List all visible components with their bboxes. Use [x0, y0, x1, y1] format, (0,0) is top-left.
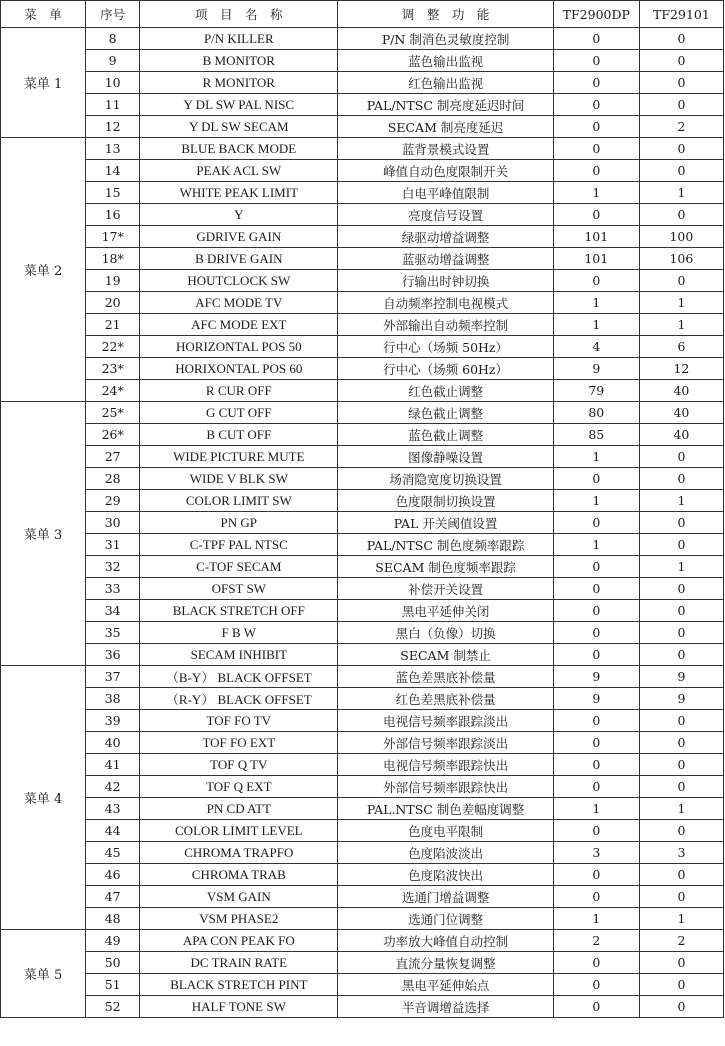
menu-group-label: 菜单 1 — [1, 28, 86, 138]
value-tf2900dp: 1 — [553, 446, 639, 468]
row-number: 40 — [86, 732, 140, 754]
header-function: 调 整 功 能 — [338, 1, 553, 28]
table-row — [1, 886, 724, 908]
adjust-function: SECAM 制色度频率跟踪 — [338, 556, 553, 578]
table-row — [1, 666, 724, 688]
table-row — [1, 182, 724, 204]
item-name: TOF Q TV — [140, 754, 338, 776]
value-tf29101: 2 — [639, 116, 723, 138]
item-name: （B-Y） BLACK OFFSET — [140, 666, 338, 688]
item-name: AFC MODE EXT — [140, 314, 338, 336]
item-name: HOUTCLOCK SW — [140, 270, 338, 292]
item-name: CHROMA TRAB — [140, 864, 338, 886]
adjust-function: 黑白（负像）切换 — [338, 622, 553, 644]
value-tf29101: 0 — [639, 776, 723, 798]
value-tf2900dp: 9 — [553, 666, 639, 688]
adjust-function: 红色输出监视 — [338, 72, 553, 94]
table-row — [1, 292, 724, 314]
adjust-function: 绿驱动增益调整 — [338, 226, 553, 248]
adjust-function: 行输出时钟切换 — [338, 270, 553, 292]
adjust-function: 行中心（场频 60Hz） — [338, 358, 553, 380]
menu-group-label: 菜单 3 — [1, 402, 86, 666]
row-number: 8 — [86, 28, 140, 50]
value-tf29101: 0 — [639, 204, 723, 226]
item-name: HORIZONTAL POS 50 — [140, 336, 338, 358]
adjust-function: 电视信号频率跟踪淡出 — [338, 710, 553, 732]
adjust-function: 行中心（场频 50Hz） — [338, 336, 553, 358]
menu-group-label: 菜单 4 — [1, 666, 86, 930]
table-row — [1, 732, 724, 754]
adjust-function: 半音调增益选择 — [338, 996, 553, 1018]
adjust-function: 蓝色输出监视 — [338, 50, 553, 72]
value-tf29101: 9 — [639, 688, 723, 710]
adjust-function: 黑电平延伸关闭 — [338, 600, 553, 622]
table-row — [1, 622, 724, 644]
table-row — [1, 446, 724, 468]
value-tf29101: 0 — [639, 732, 723, 754]
value-tf2900dp: 0 — [553, 776, 639, 798]
value-tf2900dp: 2 — [553, 930, 639, 952]
row-number: 18* — [86, 248, 140, 270]
row-number: 35 — [86, 622, 140, 644]
value-tf29101: 1 — [639, 292, 723, 314]
header-row — [1, 1, 724, 28]
row-number: 45 — [86, 842, 140, 864]
value-tf2900dp: 1 — [553, 798, 639, 820]
item-name: PN CD ATT — [140, 798, 338, 820]
row-number: 34 — [86, 600, 140, 622]
value-tf29101: 100 — [639, 226, 723, 248]
value-tf2900dp: 0 — [553, 28, 639, 50]
value-tf29101: 0 — [639, 94, 723, 116]
adjust-function: 蓝色截止调整 — [338, 424, 553, 446]
item-name: F B W — [140, 622, 338, 644]
value-tf2900dp: 0 — [553, 160, 639, 182]
row-number: 15 — [86, 182, 140, 204]
value-tf2900dp: 0 — [553, 996, 639, 1018]
value-tf29101: 0 — [639, 600, 723, 622]
table-row — [1, 138, 724, 160]
table-row — [1, 776, 724, 798]
row-number: 52 — [86, 996, 140, 1018]
adjust-function: 色度陷波快出 — [338, 864, 553, 886]
row-number: 25* — [86, 402, 140, 424]
adjust-function: 补偿开关设置 — [338, 578, 553, 600]
row-number: 50 — [86, 952, 140, 974]
row-number: 33 — [86, 578, 140, 600]
value-tf2900dp: 9 — [553, 688, 639, 710]
value-tf2900dp: 0 — [553, 820, 639, 842]
item-name: B MONITOR — [140, 50, 338, 72]
value-tf2900dp: 0 — [553, 72, 639, 94]
table-row — [1, 930, 724, 952]
row-number: 38 — [86, 688, 140, 710]
table-row — [1, 864, 724, 886]
value-tf29101: 9 — [639, 666, 723, 688]
table-row — [1, 226, 724, 248]
value-tf29101: 40 — [639, 424, 723, 446]
adjust-function: SECAM 制亮度延迟 — [338, 116, 553, 138]
table-row — [1, 556, 724, 578]
row-number: 31 — [86, 534, 140, 556]
row-number: 39 — [86, 710, 140, 732]
row-number: 37 — [86, 666, 140, 688]
value-tf2900dp: 0 — [553, 622, 639, 644]
adjust-function: 场消隐宽度切换设置 — [338, 468, 553, 490]
table-row — [1, 116, 724, 138]
adjust-function: 色度陷波淡出 — [338, 842, 553, 864]
table-row — [1, 424, 724, 446]
value-tf2900dp: 1 — [553, 490, 639, 512]
row-number: 48 — [86, 908, 140, 930]
row-number: 21 — [86, 314, 140, 336]
table-row — [1, 644, 724, 666]
item-name: OFST SW — [140, 578, 338, 600]
value-tf29101: 12 — [639, 358, 723, 380]
value-tf2900dp: 0 — [553, 468, 639, 490]
table-row — [1, 600, 724, 622]
value-tf2900dp: 0 — [553, 710, 639, 732]
item-name: HORIXONTAL POS 60 — [140, 358, 338, 380]
value-tf29101: 0 — [639, 886, 723, 908]
item-name: TOF FO TV — [140, 710, 338, 732]
row-number: 27 — [86, 446, 140, 468]
value-tf2900dp: 1 — [553, 314, 639, 336]
table-body — [1, 28, 724, 1018]
table-header — [1, 1, 724, 28]
row-number: 28 — [86, 468, 140, 490]
row-number: 11 — [86, 94, 140, 116]
value-tf2900dp: 79 — [553, 380, 639, 402]
row-number: 43 — [86, 798, 140, 820]
value-tf2900dp: 3 — [553, 842, 639, 864]
table-row — [1, 710, 724, 732]
value-tf29101: 0 — [639, 820, 723, 842]
adjust-function: SECAM 制禁止 — [338, 644, 553, 666]
adjust-function: 选通门位调整 — [338, 908, 553, 930]
value-tf29101: 0 — [639, 446, 723, 468]
item-name: TOF Q EXT — [140, 776, 338, 798]
value-tf2900dp: 1 — [553, 534, 639, 556]
item-name: B CUT OFF — [140, 424, 338, 446]
table-row — [1, 28, 724, 50]
value-tf2900dp: 9 — [553, 358, 639, 380]
adjust-function: PAL/NTSC 制亮度延迟时间 — [338, 94, 553, 116]
adjust-function: 绿色截止调整 — [338, 402, 553, 424]
value-tf2900dp: 85 — [553, 424, 639, 446]
table-row — [1, 94, 724, 116]
value-tf2900dp: 0 — [553, 204, 639, 226]
table-row — [1, 688, 724, 710]
item-name: R MONITOR — [140, 72, 338, 94]
row-number: 9 — [86, 50, 140, 72]
value-tf29101: 0 — [639, 622, 723, 644]
adjust-function: 选通门增益调整 — [338, 886, 553, 908]
row-number: 26* — [86, 424, 140, 446]
header-model-a: TF2900DP — [553, 1, 639, 28]
item-name: APA CON PEAK FO — [140, 930, 338, 952]
adjust-function: 外部信号频率跟踪快出 — [338, 776, 553, 798]
item-name: WIDE V BLK SW — [140, 468, 338, 490]
row-number: 14 — [86, 160, 140, 182]
value-tf2900dp: 1 — [553, 908, 639, 930]
item-name: WHITE PEAK LIMIT — [140, 182, 338, 204]
item-name: AFC MODE TV — [140, 292, 338, 314]
value-tf29101: 1 — [639, 908, 723, 930]
value-tf29101: 0 — [639, 996, 723, 1018]
adjust-function: 色度电平限制 — [338, 820, 553, 842]
table-row — [1, 160, 724, 182]
item-name: R CUR OFF — [140, 380, 338, 402]
value-tf29101: 0 — [639, 72, 723, 94]
value-tf2900dp: 0 — [553, 600, 639, 622]
value-tf29101: 0 — [639, 270, 723, 292]
value-tf2900dp: 0 — [553, 578, 639, 600]
value-tf29101: 1 — [639, 556, 723, 578]
value-tf29101: 1 — [639, 490, 723, 512]
value-tf29101: 0 — [639, 952, 723, 974]
item-name: BLACK STRETCH OFF — [140, 600, 338, 622]
value-tf2900dp: 0 — [553, 94, 639, 116]
value-tf29101: 0 — [639, 864, 723, 886]
value-tf2900dp: 101 — [553, 248, 639, 270]
value-tf2900dp: 0 — [553, 556, 639, 578]
row-number: 13 — [86, 138, 140, 160]
value-tf29101: 0 — [639, 138, 723, 160]
header-menu: 菜 单 — [1, 1, 86, 28]
value-tf2900dp: 80 — [553, 402, 639, 424]
value-tf2900dp: 4 — [553, 336, 639, 358]
value-tf29101: 0 — [639, 50, 723, 72]
row-number: 23* — [86, 358, 140, 380]
adjust-function: 功率放大峰值自动控制 — [338, 930, 553, 952]
item-name: C-TOF SECAM — [140, 556, 338, 578]
value-tf2900dp: 0 — [553, 512, 639, 534]
item-name: GDRIVE GAIN — [140, 226, 338, 248]
value-tf2900dp: 0 — [553, 952, 639, 974]
adjust-function: 亮度信号设置 — [338, 204, 553, 226]
row-number: 41 — [86, 754, 140, 776]
adjust-function: 峰值自动色度限制开关 — [338, 160, 553, 182]
table-row — [1, 50, 724, 72]
value-tf29101: 6 — [639, 336, 723, 358]
value-tf2900dp: 0 — [553, 116, 639, 138]
value-tf29101: 0 — [639, 754, 723, 776]
row-number: 20 — [86, 292, 140, 314]
table-row — [1, 336, 724, 358]
value-tf2900dp: 0 — [553, 50, 639, 72]
row-number: 24* — [86, 380, 140, 402]
item-name: SECAM INHIBIT — [140, 644, 338, 666]
row-number: 46 — [86, 864, 140, 886]
value-tf29101: 1 — [639, 314, 723, 336]
header-no: 序号 — [86, 1, 140, 28]
item-name: Y DL SW SECAM — [140, 116, 338, 138]
adjust-function: 蓝背景模式设置 — [338, 138, 553, 160]
adjust-function: 色度限制切换设置 — [338, 490, 553, 512]
row-number: 22* — [86, 336, 140, 358]
item-name: BLUE BACK MODE — [140, 138, 338, 160]
item-name: Y — [140, 204, 338, 226]
adjust-function: 黑电平延伸始点 — [338, 974, 553, 996]
item-name: BLACK STRETCH PINT — [140, 974, 338, 996]
item-name: （R-Y） BLACK OFFSET — [140, 688, 338, 710]
value-tf2900dp: 0 — [553, 270, 639, 292]
value-tf2900dp: 0 — [553, 974, 639, 996]
value-tf29101: 0 — [639, 160, 723, 182]
table-row — [1, 996, 724, 1018]
table-row — [1, 578, 724, 600]
table-row — [1, 820, 724, 842]
value-tf2900dp: 0 — [553, 644, 639, 666]
item-name: PN GP — [140, 512, 338, 534]
table-row — [1, 204, 724, 226]
header-item: 项 目 名 称 — [140, 1, 338, 28]
item-name: PEAK ACL SW — [140, 160, 338, 182]
table-row — [1, 952, 724, 974]
adjust-function: 直流分量恢复调整 — [338, 952, 553, 974]
table-row — [1, 468, 724, 490]
value-tf29101: 0 — [639, 28, 723, 50]
adjust-function: PAL/NTSC 制色度频率跟踪 — [338, 534, 553, 556]
value-tf29101: 0 — [639, 644, 723, 666]
item-name: B DRIVE GAIN — [140, 248, 338, 270]
header-model-b: TF29101 — [639, 1, 723, 28]
table-row — [1, 358, 724, 380]
row-number: 19 — [86, 270, 140, 292]
adjust-function: 自动频率控制电视模式 — [338, 292, 553, 314]
value-tf29101: 40 — [639, 402, 723, 424]
adjust-function: 红色差黑底补偿量 — [338, 688, 553, 710]
row-number: 17* — [86, 226, 140, 248]
row-number: 44 — [86, 820, 140, 842]
item-name: CHROMA TRAPFO — [140, 842, 338, 864]
row-number: 36 — [86, 644, 140, 666]
value-tf29101: 0 — [639, 578, 723, 600]
table-row — [1, 974, 724, 996]
table-row — [1, 402, 724, 424]
adjust-function: 外部信号频率跟踪淡出 — [338, 732, 553, 754]
value-tf29101: 0 — [639, 710, 723, 732]
value-tf29101: 106 — [639, 248, 723, 270]
table-row — [1, 380, 724, 402]
row-number: 29 — [86, 490, 140, 512]
table-row — [1, 490, 724, 512]
row-number: 42 — [86, 776, 140, 798]
item-name: VSM GAIN — [140, 886, 338, 908]
value-tf29101: 1 — [639, 798, 723, 820]
value-tf29101: 0 — [639, 974, 723, 996]
table-row — [1, 754, 724, 776]
item-name: Y DL SW PAL NISC — [140, 94, 338, 116]
value-tf2900dp: 0 — [553, 754, 639, 776]
item-name: VSM PHASE2 — [140, 908, 338, 930]
value-tf29101: 1 — [639, 182, 723, 204]
item-name: COLOR LIMIT LEVEL — [140, 820, 338, 842]
adjust-function: PAL 开关阈值设置 — [338, 512, 553, 534]
row-number: 51 — [86, 974, 140, 996]
value-tf29101: 0 — [639, 468, 723, 490]
table-row — [1, 270, 724, 292]
item-name: P/N KILLER — [140, 28, 338, 50]
menu-group-label: 菜单 5 — [1, 930, 86, 1018]
value-tf2900dp: 0 — [553, 732, 639, 754]
adjust-function: PAL.NTSC 制色差幅度调整 — [338, 798, 553, 820]
value-tf29101: 0 — [639, 512, 723, 534]
value-tf29101: 0 — [639, 534, 723, 556]
adjust-function: 白电平峰值限制 — [338, 182, 553, 204]
row-number: 49 — [86, 930, 140, 952]
table-row — [1, 72, 724, 94]
value-tf29101: 3 — [639, 842, 723, 864]
menu-group-label: 菜单 2 — [1, 138, 86, 402]
table-row — [1, 534, 724, 556]
value-tf2900dp: 0 — [553, 864, 639, 886]
adjust-function: 蓝驱动增益调整 — [338, 248, 553, 270]
value-tf2900dp: 101 — [553, 226, 639, 248]
item-name: G CUT OFF — [140, 402, 338, 424]
item-name: WIDE PICTURE MUTE — [140, 446, 338, 468]
value-tf29101: 40 — [639, 380, 723, 402]
item-name: C-TPF PAL NTSC — [140, 534, 338, 556]
table-row — [1, 512, 724, 534]
row-number: 12 — [86, 116, 140, 138]
value-tf2900dp: 0 — [553, 886, 639, 908]
row-number: 32 — [86, 556, 140, 578]
row-number: 30 — [86, 512, 140, 534]
item-name: TOF FO EXT — [140, 732, 338, 754]
row-number: 16 — [86, 204, 140, 226]
item-name: COLOR LIMIT SW — [140, 490, 338, 512]
adjust-function: P/N 制消色灵敏度控制 — [338, 28, 553, 50]
value-tf29101: 2 — [639, 930, 723, 952]
adjust-function: 外部输出自动频率控制 — [338, 314, 553, 336]
item-name: DC TRAIN RATE — [140, 952, 338, 974]
value-tf2900dp: 1 — [553, 182, 639, 204]
row-number: 47 — [86, 886, 140, 908]
adjust-function: 红色截止调整 — [338, 380, 553, 402]
value-tf2900dp: 0 — [553, 138, 639, 160]
table-row — [1, 314, 724, 336]
adjust-function: 图像静噪设置 — [338, 446, 553, 468]
row-number: 10 — [86, 72, 140, 94]
table-row — [1, 798, 724, 820]
value-tf2900dp: 1 — [553, 292, 639, 314]
table-row — [1, 908, 724, 930]
table-row — [1, 842, 724, 864]
adjust-function: 电视信号频率跟踪快出 — [338, 754, 553, 776]
item-name: HALF TONE SW — [140, 996, 338, 1018]
table-row — [1, 248, 724, 270]
adjust-function: 蓝色差黑底补偿量 — [338, 666, 553, 688]
